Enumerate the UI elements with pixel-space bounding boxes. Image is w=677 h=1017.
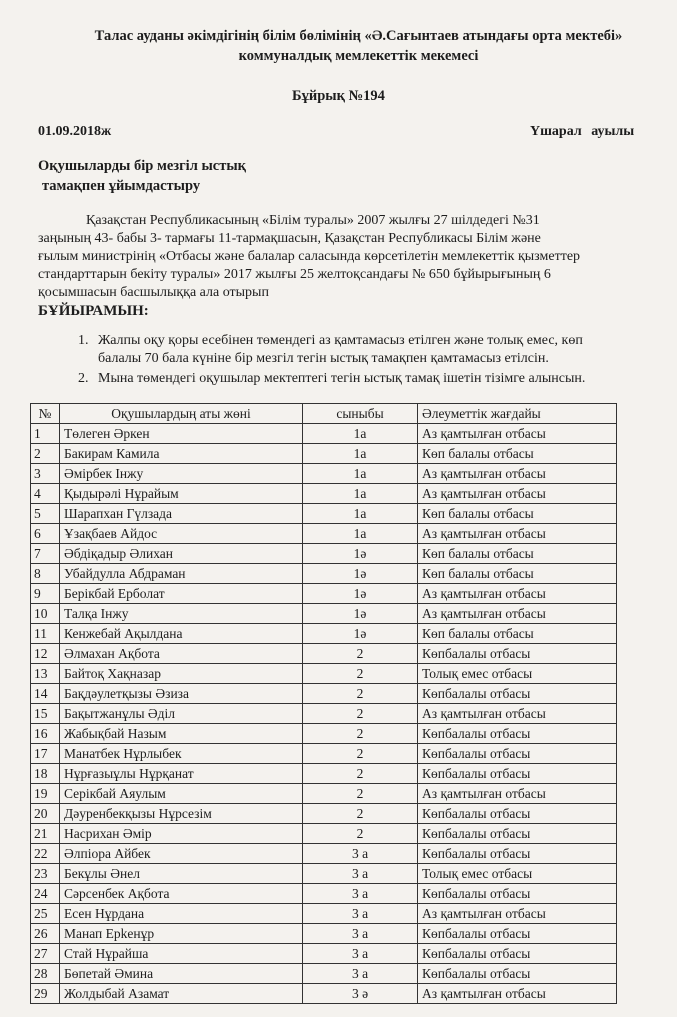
class-cell: 2: [303, 704, 418, 724]
row-number-cell: 5: [31, 504, 60, 524]
orders-heading: БҰЙЫРАМЫН:: [38, 303, 149, 319]
table-row: [31, 864, 617, 884]
social-status-cell: Көпбалалы отбасы: [418, 944, 617, 964]
student-name-cell: Бакирам Камила: [60, 444, 303, 464]
student-name-cell: Есен Нұрдана: [60, 904, 303, 924]
class-cell: 2: [303, 724, 418, 744]
table-row: [31, 664, 617, 684]
student-name-cell: Серікбай Аяулым: [60, 784, 303, 804]
school-header-line1: Талас ауданы әкімдігінің білім бөлімінің «Ә.Сағынтаев атындағы орта мектебі»: [94, 28, 623, 44]
student-name-cell: Бекұлы Әнел: [60, 864, 303, 884]
student-name-cell: Жолдыбай Азамат: [60, 984, 303, 1004]
student-name-cell: Кенжебай Ақылдана: [60, 624, 303, 644]
social-status-cell: Көпбалалы отбасы: [418, 644, 617, 664]
class-cell: 2: [303, 744, 418, 764]
student-name-cell: Талқа Інжу: [60, 604, 303, 624]
order-item-text: Мына төмендегі оқушылар мектептегі тегін ыстық тамақ ішетін тізімге алынсын.: [98, 371, 586, 386]
table-row: [31, 724, 617, 744]
student-name-cell: Әлпіора Айбек: [60, 844, 303, 864]
student-name-cell: Берікбай Ерболат: [60, 584, 303, 604]
class-cell: 1ә: [303, 604, 418, 624]
order-item-text: Жалпы оқу қоры есебінен төмендегі аз қамтамасыз етілген және толық емес, көп: [98, 333, 583, 348]
student-name-cell: Төлеген Әркен: [60, 424, 303, 444]
row-number-cell: 23: [31, 864, 60, 884]
table-row: [31, 464, 617, 484]
student-name-cell: Бақдәулетқызы Әзиза: [60, 684, 303, 704]
social-status-cell: Аз қамтылған отбасы: [418, 784, 617, 804]
order-item-number: 2.: [78, 371, 89, 386]
row-number-cell: 20: [31, 804, 60, 824]
class-cell: 3 а: [303, 964, 418, 984]
social-status-cell: Көпбалалы отбасы: [418, 964, 617, 984]
order-date: 01.09.2018ж: [38, 124, 112, 139]
order-place: Үшарал ауылы: [530, 124, 635, 139]
student-name-cell: Байтоқ Хақназар: [60, 664, 303, 684]
preamble-text: [38, 212, 677, 302]
social-status-cell: Толық емес отбасы: [418, 664, 617, 684]
class-cell: 1а: [303, 444, 418, 464]
column-header-class: сыныбы: [303, 404, 418, 424]
student-name-cell: Нұрғазыұлы Нұрқанат: [60, 764, 303, 784]
social-status-cell: Көп балалы отбасы: [418, 544, 617, 564]
order-subject: [38, 156, 338, 196]
preamble-line: Қазақстан Республикасының «Білім туралы» 2007 жылғы 27 шілдедегі №31: [86, 213, 540, 228]
row-number-cell: 24: [31, 884, 60, 904]
table-row: [31, 444, 617, 464]
school-header-line2: коммуналдық мемлекеттік мекемесі: [238, 48, 479, 64]
column-header-status: Әлеуметтік жағдайы: [418, 404, 617, 424]
table-row: [31, 684, 617, 704]
row-number-cell: 4: [31, 484, 60, 504]
class-cell: 1а: [303, 504, 418, 524]
table-row: [31, 904, 617, 924]
social-status-cell: Аз қамтылған отбасы: [418, 604, 617, 624]
class-cell: 1ә: [303, 624, 418, 644]
class-cell: 2: [303, 784, 418, 804]
class-cell: 2: [303, 824, 418, 844]
class-cell: 3 а: [303, 904, 418, 924]
row-number-cell: 19: [31, 784, 60, 804]
social-status-cell: Толық емес отбасы: [418, 864, 617, 884]
row-number-cell: 11: [31, 624, 60, 644]
row-number-cell: 25: [31, 904, 60, 924]
class-cell: 3 а: [303, 864, 418, 884]
table-row: [31, 884, 617, 904]
social-status-cell: Аз қамтылған отбасы: [418, 484, 617, 504]
table-row: [31, 804, 617, 824]
student-name-cell: Манатбек Нұрлыбек: [60, 744, 303, 764]
table-row: [31, 544, 617, 564]
class-cell: 2: [303, 764, 418, 784]
social-status-cell: Аз қамтылған отбасы: [418, 984, 617, 1004]
social-status-cell: Аз қамтылған отбасы: [418, 584, 617, 604]
class-cell: 3 а: [303, 844, 418, 864]
class-cell: 1ә: [303, 544, 418, 564]
social-status-cell: Көпбалалы отбасы: [418, 824, 617, 844]
class-cell: 1ә: [303, 584, 418, 604]
class-cell: 1а: [303, 484, 418, 504]
row-number-cell: 13: [31, 664, 60, 684]
row-number-cell: 10: [31, 604, 60, 624]
student-name-cell: Әлмахан Ақбота: [60, 644, 303, 664]
social-status-cell: Көпбалалы отбасы: [418, 764, 617, 784]
social-status-cell: Көпбалалы отбасы: [418, 684, 617, 704]
social-status-cell: Көпбалалы отбасы: [418, 724, 617, 744]
student-name-cell: Стай Нұрайша: [60, 944, 303, 964]
student-name-cell: Шарапхан Гүлзада: [60, 504, 303, 524]
social-status-cell: Көп балалы отбасы: [418, 504, 617, 524]
row-number-cell: 2: [31, 444, 60, 464]
table-row: [31, 964, 617, 984]
school-header: [40, 26, 677, 66]
student-name-cell: Дәуренбекқызы Нұрсезім: [60, 804, 303, 824]
students-table-body: [31, 424, 617, 1004]
table-row: [31, 564, 617, 584]
social-status-cell: Аз қамтылған отбасы: [418, 464, 617, 484]
class-cell: 3 а: [303, 924, 418, 944]
row-number-cell: 12: [31, 644, 60, 664]
row-number-cell: 26: [31, 924, 60, 944]
social-status-cell: Көп балалы отбасы: [418, 564, 617, 584]
subject-line1: Оқушыларды бір мезгіл ыстық: [38, 158, 247, 174]
preamble-line: стандарттарын бекіту туралы» 2017 жылғы 25 желтоқсандағы № 650 бұйырығының 6: [38, 267, 551, 282]
student-name-cell: Ұзақбаев Айдос: [60, 524, 303, 544]
subject-line2: тамақпен ұйымдастыру: [42, 178, 201, 194]
social-status-cell: Көпбалалы отбасы: [418, 844, 617, 864]
social-status-cell: Аз қамтылған отбасы: [418, 524, 617, 544]
order-item: [70, 370, 677, 388]
row-number-cell: 21: [31, 824, 60, 844]
class-cell: 1а: [303, 464, 418, 484]
table-header-row: [31, 404, 617, 424]
preamble-line: қосымшасын басшылыққа ала отырып: [38, 285, 269, 300]
social-status-cell: Көпбалалы отбасы: [418, 924, 617, 944]
students-table: [30, 403, 617, 1004]
row-number-cell: 9: [31, 584, 60, 604]
column-header-name: Оқушылардың аты жөні: [60, 404, 303, 424]
social-status-cell: Көпбалалы отбасы: [418, 804, 617, 824]
row-number-cell: 6: [31, 524, 60, 544]
table-row: [31, 944, 617, 964]
class-cell: 3 а: [303, 884, 418, 904]
class-cell: 1а: [303, 524, 418, 544]
column-header-number: №: [31, 404, 60, 424]
table-row: [31, 744, 617, 764]
table-row: [31, 924, 617, 944]
student-name-cell: Манап Ерkенұр: [60, 924, 303, 944]
orders-list: [70, 332, 677, 388]
row-number-cell: 15: [31, 704, 60, 724]
order-number: Бұйрық №194: [292, 88, 385, 104]
student-name-cell: Қыдырәлі Нұрайым: [60, 484, 303, 504]
table-row: [31, 584, 617, 604]
student-name-cell: Жабықбай Назым: [60, 724, 303, 744]
student-name-cell: Бақытжанұлы Әділ: [60, 704, 303, 724]
table-row: [31, 844, 617, 864]
row-number-cell: 27: [31, 944, 60, 964]
table-row: [31, 504, 617, 524]
order-item: [70, 332, 677, 368]
row-number-cell: 3: [31, 464, 60, 484]
social-status-cell: Аз қамтылған отбасы: [418, 704, 617, 724]
social-status-cell: Көп балалы отбасы: [418, 624, 617, 644]
student-name-cell: Әмірбек Інжу: [60, 464, 303, 484]
class-cell: 2: [303, 684, 418, 704]
row-number-cell: 14: [31, 684, 60, 704]
table-row: [31, 784, 617, 804]
row-number-cell: 17: [31, 744, 60, 764]
row-number-cell: 29: [31, 984, 60, 1004]
student-name-cell: Насрихан Әмір: [60, 824, 303, 844]
class-cell: 1а: [303, 424, 418, 444]
preamble-line: ғылым министрінің «Отбасы және балалар саласында көрсетілетін мемлекеттік қызметтер: [38, 249, 581, 264]
table-row: [31, 984, 617, 1004]
order-item-number: 1.: [78, 333, 89, 348]
table-row: [31, 824, 617, 844]
row-number-cell: 1: [31, 424, 60, 444]
student-name-cell: Бөпетай Әмина: [60, 964, 303, 984]
class-cell: 2: [303, 804, 418, 824]
preamble-line: заңының 43- бабы 3- тармағы 11-тармақшасын, Қазақстан Республикасы Білім және: [38, 231, 541, 246]
row-number-cell: 16: [31, 724, 60, 744]
class-cell: 1ә: [303, 564, 418, 584]
social-status-cell: Көпбалалы отбасы: [418, 884, 617, 904]
row-number-cell: 18: [31, 764, 60, 784]
table-row: [31, 624, 617, 644]
social-status-cell: Көпбалалы отбасы: [418, 744, 617, 764]
class-cell: 3 ә: [303, 984, 418, 1004]
order-item-text: балалы 70 бала күніне бір мезгіл тегін ыстық тамақпен қамтамасыз етілсін.: [98, 351, 549, 366]
table-row: [31, 484, 617, 504]
student-name-cell: Әбдіқадыр Әлихан: [60, 544, 303, 564]
social-status-cell: Аз қамтылған отбасы: [418, 424, 617, 444]
social-status-cell: Аз қамтылған отбасы: [418, 904, 617, 924]
student-name-cell: Сәрсенбек Ақбота: [60, 884, 303, 904]
table-row: [31, 524, 617, 544]
table-row: [31, 424, 617, 444]
class-cell: 3 а: [303, 944, 418, 964]
class-cell: 2: [303, 664, 418, 684]
row-number-cell: 8: [31, 564, 60, 584]
row-number-cell: 28: [31, 964, 60, 984]
row-number-cell: 7: [31, 544, 60, 564]
row-number-cell: 22: [31, 844, 60, 864]
table-row: [31, 604, 617, 624]
social-status-cell: Көп балалы отбасы: [418, 444, 617, 464]
table-row: [31, 704, 617, 724]
table-row: [31, 644, 617, 664]
student-name-cell: Убайдулла Абдраман: [60, 564, 303, 584]
table-row: [31, 764, 617, 784]
class-cell: 2: [303, 644, 418, 664]
